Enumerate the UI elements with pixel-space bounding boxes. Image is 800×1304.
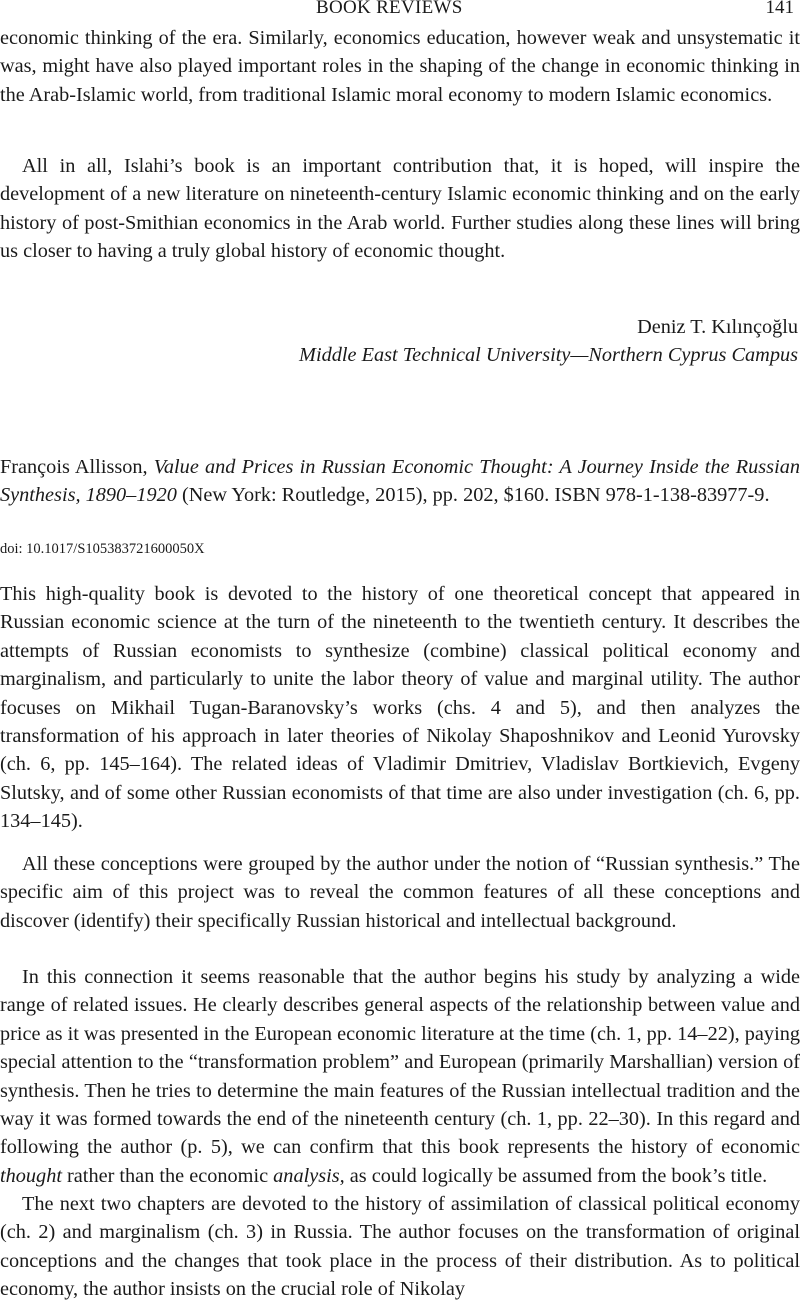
book-citation: [0, 453, 800, 510]
review-paragraph-1: This high-quality book is devoted to the history of one theoretical concept that appeared in Russian economic science at the turn of the nineteenth to the twentieth century. It describes the attempts of Russian economists to synthesize (combine) classical political economy and marginalism, and particularly to unite the labor theory of value and marginal utility. The author focuses on Mikhail Tugan-Baranovsky’s works (chs. 4 and 5), and then analyzes the transformation of his approach in later theories of Nikolay Shaposhnikov and Leonid Yurovsky (ch. 6, pp. 145–164). The related ideas of Vladimir Dmitriev, Vladislav Bortkievich, Evgeny Slutsky, and of some other Russian economists of that time are also under investigation (ch. 6, pp. 134–145).: [0, 583, 800, 833]
reviewer-affiliation: Middle East Technical University—Northern Cyprus Campus: [299, 344, 798, 366]
p3-text-c: as could logically be assumed from the book’s title.: [344, 1164, 768, 1187]
p3-text-a: In this connection it seems reasonable that the author begins his study by analyzing a wide range of related issues. He clearly describes general aspects of the relationship between value and price as it was presented in the European economic literature at the time (ch. 1, pp. 14–22), paying special attention to the “transformation problem” and European (primarily Marshallian) version of synthesis. Then he tries to determine the main features of the Russian intellectual tradition and the way it was formed towards the end of the nineteenth century (ch. 1, pp. 22–30). In this regard and following the author (p. 5), we can confirm that this book represents the history of economic: [0, 966, 800, 1159]
review-paragraph-2: All these conceptions were grouped by the author under the notion of “Russian synthesis.” The specific aim of this project was to reveal the common features of all these conceptions and discover (identify) their specifically Russian historical and intellectual background.: [0, 853, 800, 932]
running-head: BOOK REVIEWS: [316, 0, 463, 18]
reviewer-name: Deniz T. Kılınçoğlu: [637, 316, 798, 338]
p3-italic-thought: thought: [0, 1164, 62, 1187]
review-paragraph-4: The next two chapters are devoted to the history of assimilation of classical political economy (ch. 2) and marginalism (ch. 3) in Russia. The author focuses on the transformation of original conceptions and the changes that took place in the process of their distribution. As to political economy, the author insists on the crucial role of Nikolay: [0, 1193, 800, 1301]
citation-title: Value and Prices in Russian Economic Thought: A Journey Inside the Russian Synthesis, 1890–1920: [0, 456, 800, 507]
review-paragraph-3: [0, 963, 800, 1190]
page-number: 141: [765, 0, 794, 18]
doi: doi: 10.1017/S105383721600050X: [0, 541, 205, 557]
citation-author: François Allisson,: [0, 456, 154, 478]
previous-review-paragraph-2: All in all, Islahi’s book is an important contribution that, it is hoped, will inspire the development of a new literature on nineteenth-century Islamic economic thinking and on the early history of post-Smithian economics in the Arab world. Further studies along these lines will bring us closer to having a truly global history of economic thought.: [0, 155, 800, 263]
p3-italic-analysis: analysis,: [273, 1164, 345, 1187]
p3-text-b: rather than the economic: [61, 1164, 274, 1187]
citation-details: (New York: Routledge, 2015), pp. 202, $160. ISBN 978-1-138-83977-9.: [176, 484, 770, 507]
page-header: [0, 0, 800, 23]
previous-review-paragraph-1: economic thinking of the era. Similarly, economics education, however weak and unsystematic it was, might have also played important roles in the shaping of the change in economic thinking in the Arab-Islamic world, from traditional Islamic moral economy to modern Islamic economics.: [0, 27, 800, 106]
